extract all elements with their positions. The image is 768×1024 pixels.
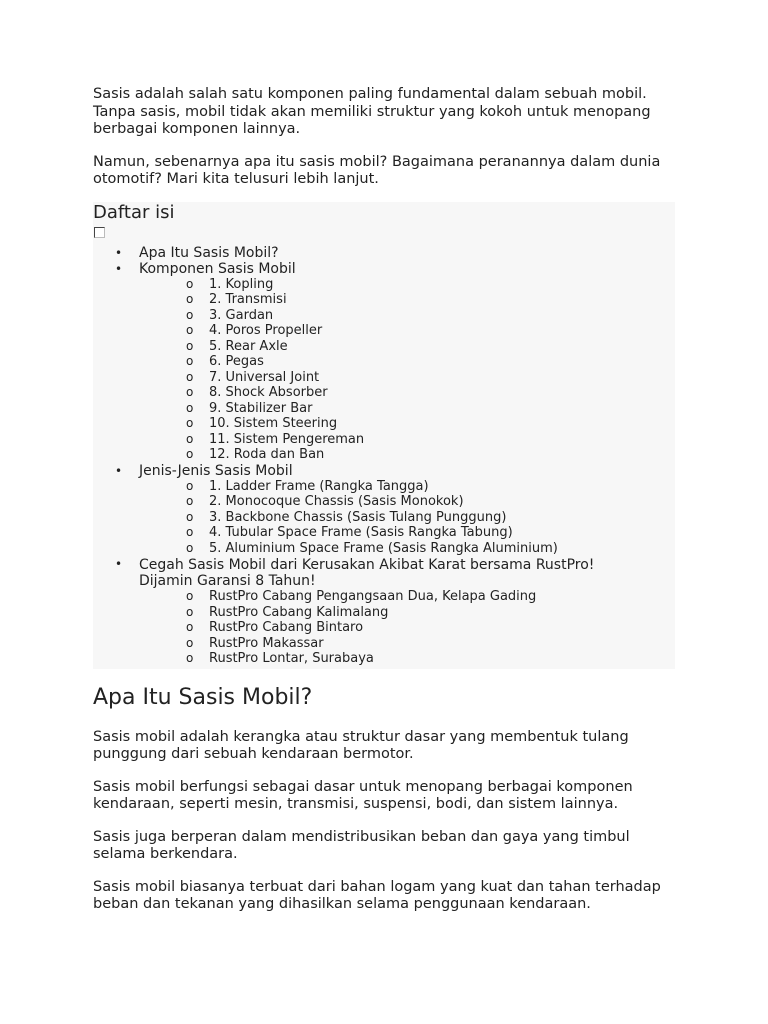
toc-subitem[interactable]: o 8. Shock Absorber bbox=[186, 385, 328, 400]
toc-subitem[interactable]: o 3. Backbone Chassis (Sasis Tulang Punggung) bbox=[186, 509, 507, 525]
intro-paragraph-1: Sasis adalah salah satu komponen paling fundamental dalam sebuah mobil. Tanpa sasis, mobil tidak akan memiliki struktur yang kokoh untuk menopang berbagai komponen lainnya. bbox=[93, 86, 651, 137]
toc-list bbox=[93, 463, 675, 479]
table-of-contents bbox=[93, 202, 675, 669]
circle-bullet-icon: o bbox=[186, 604, 194, 619]
circle-bullet-icon: o bbox=[186, 323, 194, 337]
circle-bullet-icon: o bbox=[186, 635, 194, 650]
toc-subitem[interactable]: o RustPro Cabang Pengangsaan Dua, Kelapa Gading bbox=[186, 589, 537, 604]
circle-bullet-icon: o bbox=[186, 416, 194, 430]
toc-subitem[interactable]: o RustPro Cabang Kalimalang bbox=[186, 604, 389, 620]
circle-bullet-icon: o bbox=[186, 354, 194, 368]
section-paragraph-4: Sasis mobil biasanya terbuat dari bahan logam yang kuat dan tahan terhadap beban dan tekanan yang dihasilkan selama penggunaan kendaraan. bbox=[93, 878, 661, 912]
circle-bullet-icon: o bbox=[186, 651, 194, 665]
article bbox=[93, 86, 683, 929]
section-paragraph-3: Sasis juga berperan dalam mendistribusikan beban dan gaya yang timbul selama berkendara. bbox=[93, 828, 630, 862]
section-paragraph-2: Sasis mobil berfungsi sebagai dasar untuk menopang berbagai komponen kendaraan, seperti mesin, transmisi, suspensi, bodi, dan sistem lainnya. bbox=[93, 778, 633, 812]
toc-subitem[interactable]: o RustPro Lontar, Surabaya bbox=[186, 651, 374, 666]
circle-bullet-icon: o bbox=[186, 540, 194, 555]
toc-subitem[interactable]: o 12. Roda dan Ban bbox=[186, 447, 325, 462]
toc-subitem[interactable]: o 11. Sistem Pengereman bbox=[186, 431, 365, 447]
toc-item-label[interactable]: Apa Itu Sasis Mobil? bbox=[139, 244, 279, 261]
toc-item-label[interactable]: Jenis-Jenis Sasis Mobil bbox=[139, 462, 293, 479]
circle-bullet-icon: o bbox=[186, 525, 194, 539]
toc-title: Daftar isi bbox=[93, 201, 175, 223]
circle-bullet-icon: o bbox=[186, 307, 194, 322]
toc-subitem[interactable]: o 3. Gardan bbox=[186, 307, 274, 323]
toc-item-rustpro[interactable] bbox=[93, 556, 675, 589]
toc-subitem[interactable]: o 5. Aluminium Space Frame (Sasis Rangka Aluminium) bbox=[186, 540, 558, 556]
toc-list bbox=[93, 245, 675, 277]
toc-sublist-jenis bbox=[93, 479, 675, 557]
bullet-icon: • bbox=[115, 557, 123, 571]
circle-bullet-icon: o bbox=[186, 369, 194, 384]
toc-subitem[interactable]: o 9. Stabilizer Bar bbox=[186, 400, 313, 416]
circle-bullet-icon: o bbox=[186, 620, 194, 634]
toc-subitem[interactable]: o 4. Tubular Space Frame (Sasis Rangka Tabung) bbox=[186, 525, 513, 540]
circle-bullet-icon: o bbox=[186, 478, 194, 493]
circle-bullet-icon: o bbox=[186, 292, 194, 306]
bullet-icon: • bbox=[115, 245, 123, 260]
toc-subitem[interactable]: o RustPro Cabang Bintaro bbox=[186, 620, 364, 635]
circle-bullet-icon: o bbox=[186, 400, 194, 415]
toc-item-komponen[interactable] bbox=[93, 261, 675, 277]
toc-item-label-line-2[interactable]: Dijamin Garansi 8 Tahun! bbox=[139, 573, 316, 589]
toc-subitem[interactable]: o 6. Pegas bbox=[186, 354, 264, 369]
toc-item-apa-itu[interactable] bbox=[93, 245, 675, 261]
toc-item-jenis[interactable] bbox=[93, 463, 675, 479]
section-heading-apa-itu: Apa Itu Sasis Mobil? bbox=[93, 684, 313, 710]
toc-subitem[interactable]: o 7. Universal Joint bbox=[186, 369, 320, 385]
intro-paragraph-2: Namun, sebenarnya apa itu sasis mobil? Bagaimana peranannya dalam dunia otomotif? Mari kita telusuri lebih lanjut. bbox=[93, 153, 661, 187]
toc-sublist-komponen bbox=[93, 277, 675, 463]
toc-list bbox=[93, 556, 675, 589]
circle-bullet-icon: o bbox=[186, 276, 194, 291]
toc-item-label-line-1[interactable]: Cegah Sasis Mobil dari Kerusakan Akibat Karat bersama RustPro! bbox=[139, 557, 595, 573]
circle-bullet-icon: o bbox=[186, 509, 194, 524]
circle-bullet-icon: o bbox=[186, 431, 194, 446]
toc-subitem[interactable]: o 2. Monocoque Chassis (Sasis Monokok) bbox=[186, 494, 464, 509]
circle-bullet-icon: o bbox=[186, 494, 194, 508]
toc-subitem[interactable]: o 10. Sistem Steering bbox=[186, 416, 338, 431]
circle-bullet-icon: o bbox=[186, 338, 194, 353]
toc-subitem[interactable]: o RustPro Makassar bbox=[186, 635, 324, 651]
section-paragraph-1: Sasis mobil adalah kerangka atau struktur dasar yang membentuk tulang punggung dari sebuah kendaraan bermotor. bbox=[93, 728, 629, 762]
toc-subitem[interactable]: o 2. Transmisi bbox=[186, 292, 287, 307]
toc-subitem[interactable]: o 4. Poros Propeller bbox=[186, 323, 323, 338]
bullet-icon: • bbox=[115, 261, 123, 276]
bullet-icon: • bbox=[115, 463, 123, 478]
toc-sublist-rustpro bbox=[93, 589, 675, 667]
toc-item-label[interactable]: Komponen Sasis Mobil bbox=[139, 260, 296, 277]
toc-toggle-checkbox[interactable] bbox=[94, 227, 105, 238]
toc-subitem[interactable]: o 1. Kopling bbox=[186, 276, 274, 292]
toc-subitem[interactable]: o 5. Rear Axle bbox=[186, 338, 288, 354]
circle-bullet-icon: o bbox=[186, 589, 194, 603]
toc-subitem[interactable]: o 1. Ladder Frame (Rangka Tangga) bbox=[186, 478, 429, 494]
circle-bullet-icon: o bbox=[186, 447, 194, 461]
circle-bullet-icon: o bbox=[186, 385, 194, 399]
